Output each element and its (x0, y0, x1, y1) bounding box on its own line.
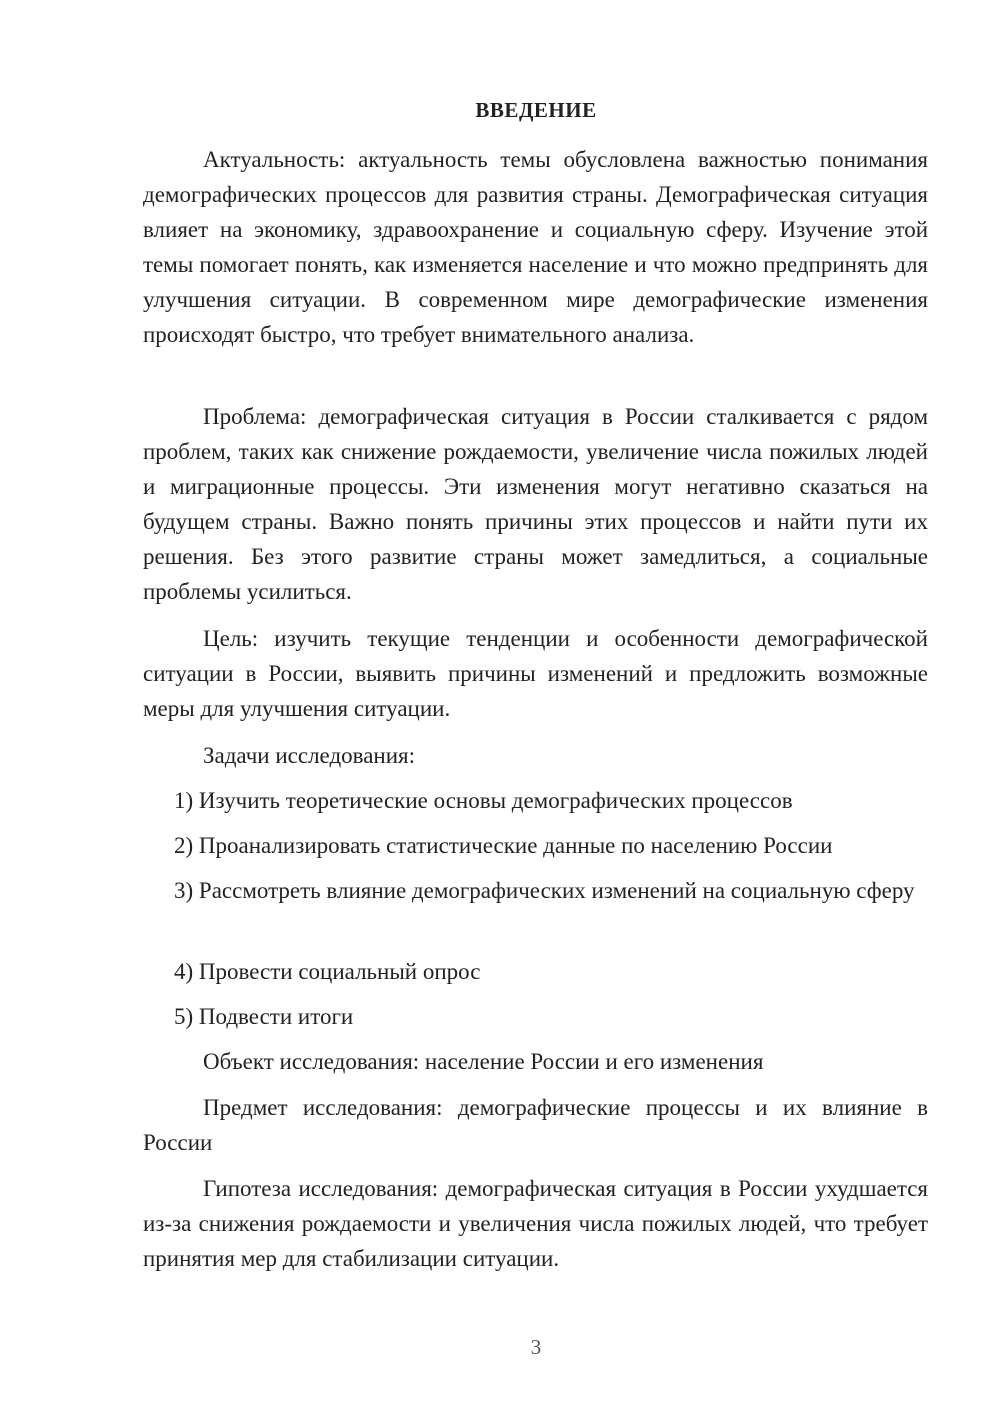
research-subject: Предмет исследования: демографические процессы и их влияние в России (143, 1095, 928, 1155)
relevance-paragraph: Актуальность: актуальность темы обусловлена важностью понимания демографических процессов для развития страны. Демографическая ситуация влияет на экономику, здравоохранение и социальную сферу. Изучение этой темы помогает понять, как изменяется население и что можно предпринять для улучшения ситуации. В современном мире демографические изменения происходят быстро, что требует внимательного анализа. (143, 147, 928, 347)
tasks-heading: Задачи исследования: (203, 743, 416, 768)
task-item: 3) Рассмотреть влияние демографических изменений на социальную сферу (174, 878, 915, 903)
hypothesis-block (143, 1171, 928, 1276)
task-item: 1) Изучить теоретические основы демографических процессов (174, 788, 793, 813)
task-item: 4) Провести социальный опрос (174, 959, 481, 984)
tasks-heading-block (143, 738, 928, 773)
task-3-block (143, 873, 928, 908)
research-object: Объект исследования: население России и его изменения (203, 1049, 764, 1074)
task-1-block (143, 783, 928, 818)
task-5-block (143, 999, 928, 1034)
object-block (143, 1044, 928, 1079)
task-2-block (143, 828, 928, 863)
task-item: 2) Проанализировать статистические данные по населению России (174, 833, 833, 858)
problem-block (143, 399, 928, 609)
task-item: 5) Подвести итоги (174, 1004, 354, 1029)
page-title: ВВЕДЕНИЕ (475, 98, 597, 122)
goal-block (143, 621, 928, 726)
relevance-block (143, 142, 928, 352)
task-4-block (143, 954, 928, 989)
problem-paragraph: Проблема: демографическая ситуация в России сталкивается с рядом проблем, таких как снижение рождаемости, увеличение числа пожилых людей и миграционные процессы. Эти изменения могут негативно сказаться на будущем страны. Важно понять причины этих процессов и найти пути их решения. Без этого развитие страны может замедлиться, а социальные проблемы усилиться. (143, 404, 928, 604)
subject-block (143, 1090, 928, 1160)
goal-paragraph: Цель: изучить текущие тенденции и особенности демографической ситуации в России, выявить причины изменений и предложить возможные меры для улучшения ситуации. (143, 626, 928, 721)
research-hypothesis: Гипотеза исследования: демографическая ситуация в России ухудшается из-за снижения рождаемости и увеличения числа пожилых людей, что требует принятия мер для стабилизации ситуации. (143, 1176, 928, 1271)
page-number: 3 (530, 1335, 542, 1359)
